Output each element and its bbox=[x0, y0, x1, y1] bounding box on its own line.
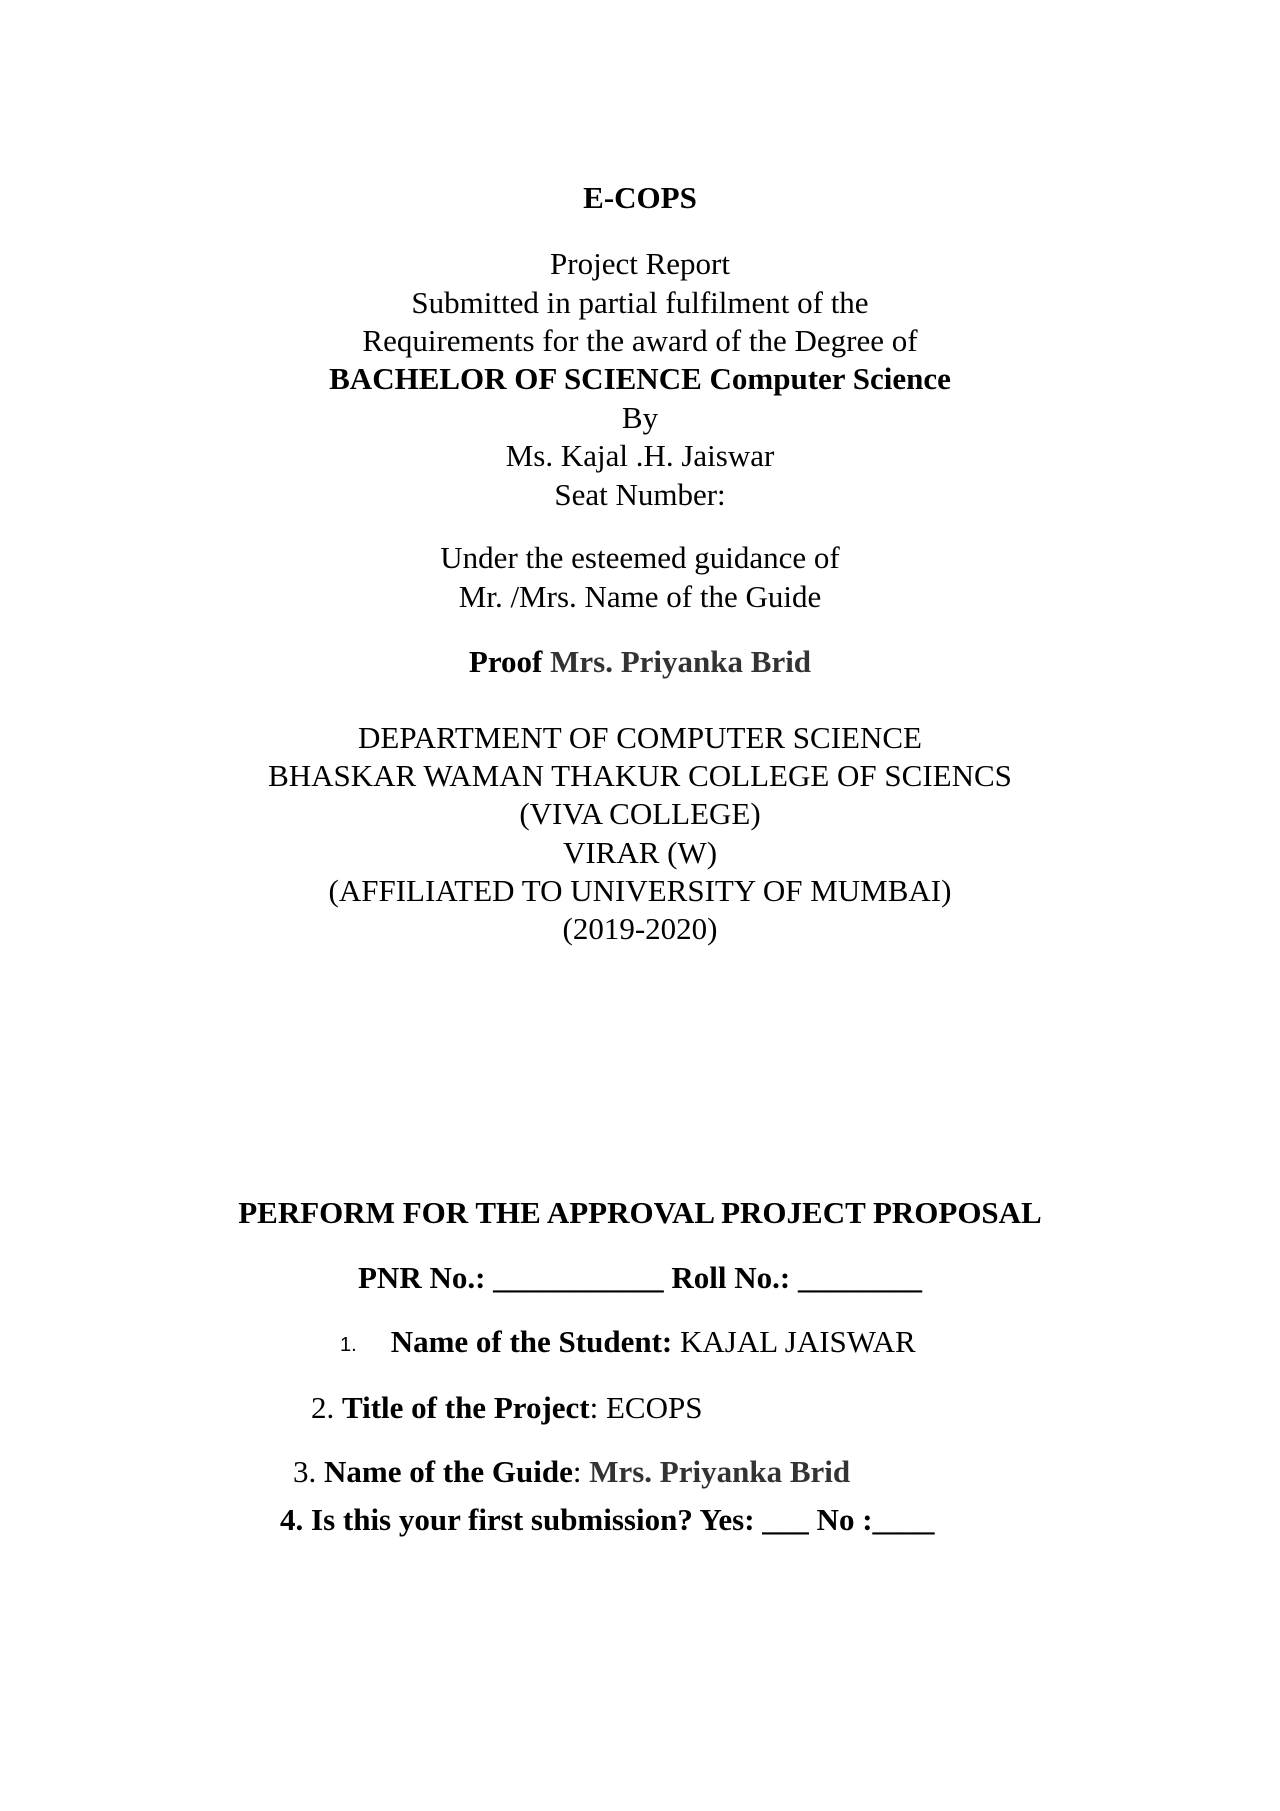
list-item-value: KAJAL JAISWAR bbox=[672, 1324, 916, 1359]
guide-name: Mrs. Priyanka Brid bbox=[550, 644, 812, 679]
list-item-number: 2. bbox=[311, 1390, 335, 1425]
list-item-value: : ECOPS bbox=[589, 1390, 703, 1425]
institution-line-3: (VIVA COLLEGE) bbox=[519, 796, 761, 831]
institution-line-1: DEPARTMENT OF COMPUTER SCIENCE bbox=[358, 720, 922, 755]
list-item-number: 3. bbox=[293, 1454, 317, 1489]
list-item-project-title bbox=[311, 1390, 702, 1426]
institution-line-2: BHASKAR WAMAN THAKUR COLLEGE OF SCIENCS bbox=[268, 758, 1012, 793]
list-item-number: 4. bbox=[280, 1502, 304, 1537]
subtitle-line-1: Project Report bbox=[550, 246, 730, 281]
list-item-first-submission bbox=[280, 1502, 935, 1538]
guidance-line-2: Mr. /Mrs. Name of the Guide bbox=[458, 579, 822, 614]
list-item-separator: : bbox=[572, 1454, 590, 1489]
by-label: By bbox=[621, 400, 659, 435]
list-item-label: Name of the Guide bbox=[324, 1454, 573, 1489]
subtitle-line-2: Submitted in partial fulfilment of the bbox=[411, 285, 869, 320]
guidance-line-1: Under the esteemed guidance of bbox=[440, 540, 840, 575]
proposal-heading: PERFORM FOR THE APPROVAL PROJECT PROPOSAL bbox=[238, 1195, 1042, 1230]
guide-line bbox=[0, 644, 1280, 680]
degree-title: BACHELOR OF SCIENCE Computer Science bbox=[329, 361, 951, 396]
list-item-student-name bbox=[340, 1324, 916, 1363]
list-item-label: Name of the Student: bbox=[390, 1324, 673, 1359]
subtitle-line-3: Requirements for the award of the Degree of bbox=[362, 323, 918, 358]
institution-line-6: (2019-2020) bbox=[562, 911, 718, 946]
seat-number-label: Seat Number: bbox=[554, 477, 726, 512]
list-item-guide-name bbox=[293, 1454, 850, 1490]
pnr-roll-line: PNR No.: ___________ Roll No.: ________ bbox=[358, 1260, 922, 1295]
institution-line-5: (AFFILIATED TO UNIVERSITY OF MUMBAI) bbox=[328, 873, 952, 908]
document-title: E-COPS bbox=[583, 180, 697, 215]
institution-line-4: VIRAR (W) bbox=[562, 835, 718, 870]
list-item-label: Title of the Project bbox=[342, 1390, 590, 1425]
student-name: Ms. Kajal .H. Jaiswar bbox=[505, 438, 775, 473]
list-item-number: 1. bbox=[340, 1333, 357, 1356]
list-item-value: Mrs. Priyanka Brid bbox=[589, 1454, 851, 1489]
guide-prefix: Proof bbox=[468, 644, 543, 679]
list-item-label: Is this your first submission? Yes: ___ No :____ bbox=[311, 1502, 935, 1537]
